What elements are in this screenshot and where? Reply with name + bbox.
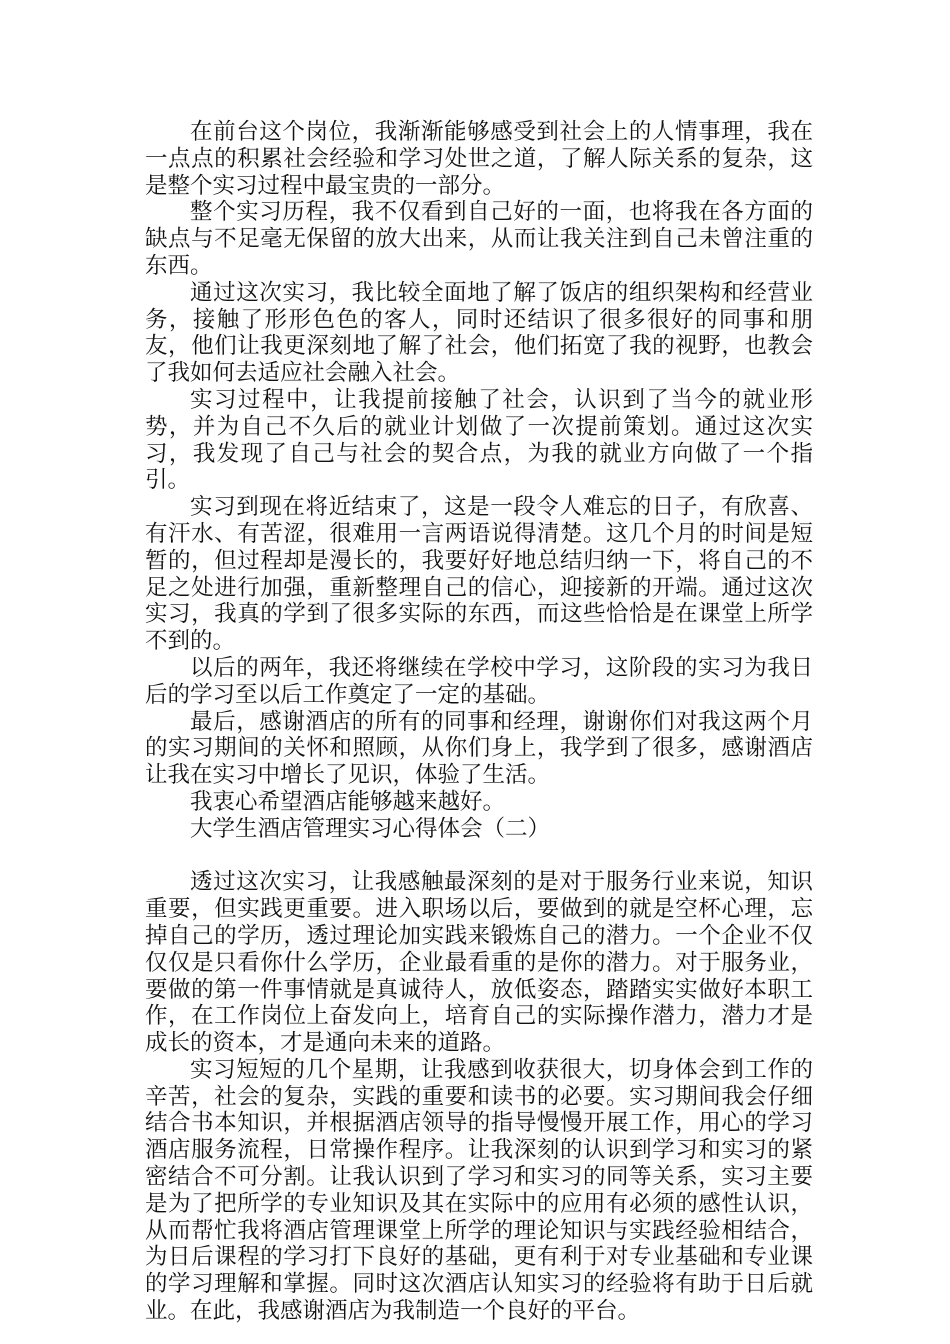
paragraph-career-planning: 实习过程中，让我提前接触了社会，认识到了当今的就业形势，并为自己不久后的就业计划做了一次提前策划。通过这次实习，我发现了自己与社会的契合点，为我的就业方向做了一个指引。	[145, 386, 813, 494]
paragraph-future-study: 以后的两年，我还将继续在学校中学习，这阶段的实习为我日后的学习至以后工作奠定了一定的基础。	[145, 654, 813, 708]
document-page	[145, 119, 813, 1325]
paragraph-internship-gains: 实习短短的几个星期，让我感到收获很大，切身体会到工作的辛苦，社会的复杂，实践的重要和读书的必要。实习期间我会仔细结合书本知识，并根据酒店领导的指导慢慢开展工作，用心的学习酒店服务流程，日常操作程序。让我深刻的认识到学习和实习的紧密结合不可分割。让我认识到了学习和实习的同等关系，实习主要是为了把所学的专业知识及其在实际中的应用有必须的感性认识，从而帮忙我将酒店管理课堂上所学的理论知识与实践经验相结合，为日后课程的学习打下良好的基础，更有利于对专业基础和专业课的学习理解和掌握。同时这次酒店认知实习的经验将有助于日后就业。在此，我感谢酒店为我制造一个良好的平台。	[145, 1056, 813, 1325]
paragraph-front-desk: 在前台这个岗位，我渐渐能够感受到社会上的人情事理，我在一点点的积累社会经验和学习处世之道，了解人际关系的复杂，这是整个实习过程中最宝贵的一部分。	[145, 119, 813, 199]
section-title: 大学生酒店管理实习心得体会（二）	[190, 815, 551, 842]
blank-line	[145, 843, 813, 870]
paragraph-internship-ending: 实习到现在将近结束了，这是一段令人难忘的日子，有欣喜、有汗水、有苦涩，很难用一言两语说得清楚。这几个月的时间是短暂的，但过程却是漫长的，我要好好地总结归纳一下，将自己的不足之处进行加强，重新整理自己的信心，迎接新的开端。通过这次实习，我真的学到了很多实际的东西，而这些恰恰是在课堂上所学不到的。	[145, 494, 813, 655]
paragraph-wishes: 我衷心希望酒店能够越来越好。	[190, 788, 506, 815]
paragraph-practice-importance: 透过这次实习，让我感触最深刻的是对于服务行业来说，知识重要，但实践更重要。进入职场以后，要做到的就是空杯心理，忘掉自己的学历，透过理论加实践来锻炼自己的潜力。一个企业不仅仅仅是只看你什么学历，企业最看重的是你的潜力。对于服务业，要做的第一件事情就是真诚待人，放低姿态，踏踏实实做好本职工作，在工作岗位上奋发向上，培育自己的实际操作潜力，潜力才是成长的资本，才是通向未来的道路。	[145, 869, 813, 1057]
paragraph-hotel-understanding: 通过这次实习，我比较全面地了解了饭店的组织架构和经营业务，接触了形形色色的客人，同时还结识了很多很好的同事和朋友，他们让我更深刻地了解了社会，他们拓宽了我的视野，也教会了我如何去适应社会融入社会。	[145, 279, 813, 387]
paragraph-self-reflection: 整个实习历程，我不仅看到自己好的一面，也将我在各方面的缺点与不足毫无保留的放大出来，从而让我关注到自己未曾注重的东西。	[145, 199, 813, 279]
paragraph-thanks: 最后，感谢酒店的所有的同事和经理，谢谢你们对我这两个月的实习期间的关怀和照顾，从你们身上，我学到了很多，感谢酒店让我在实习中增长了见识，体验了生活。	[145, 708, 813, 789]
